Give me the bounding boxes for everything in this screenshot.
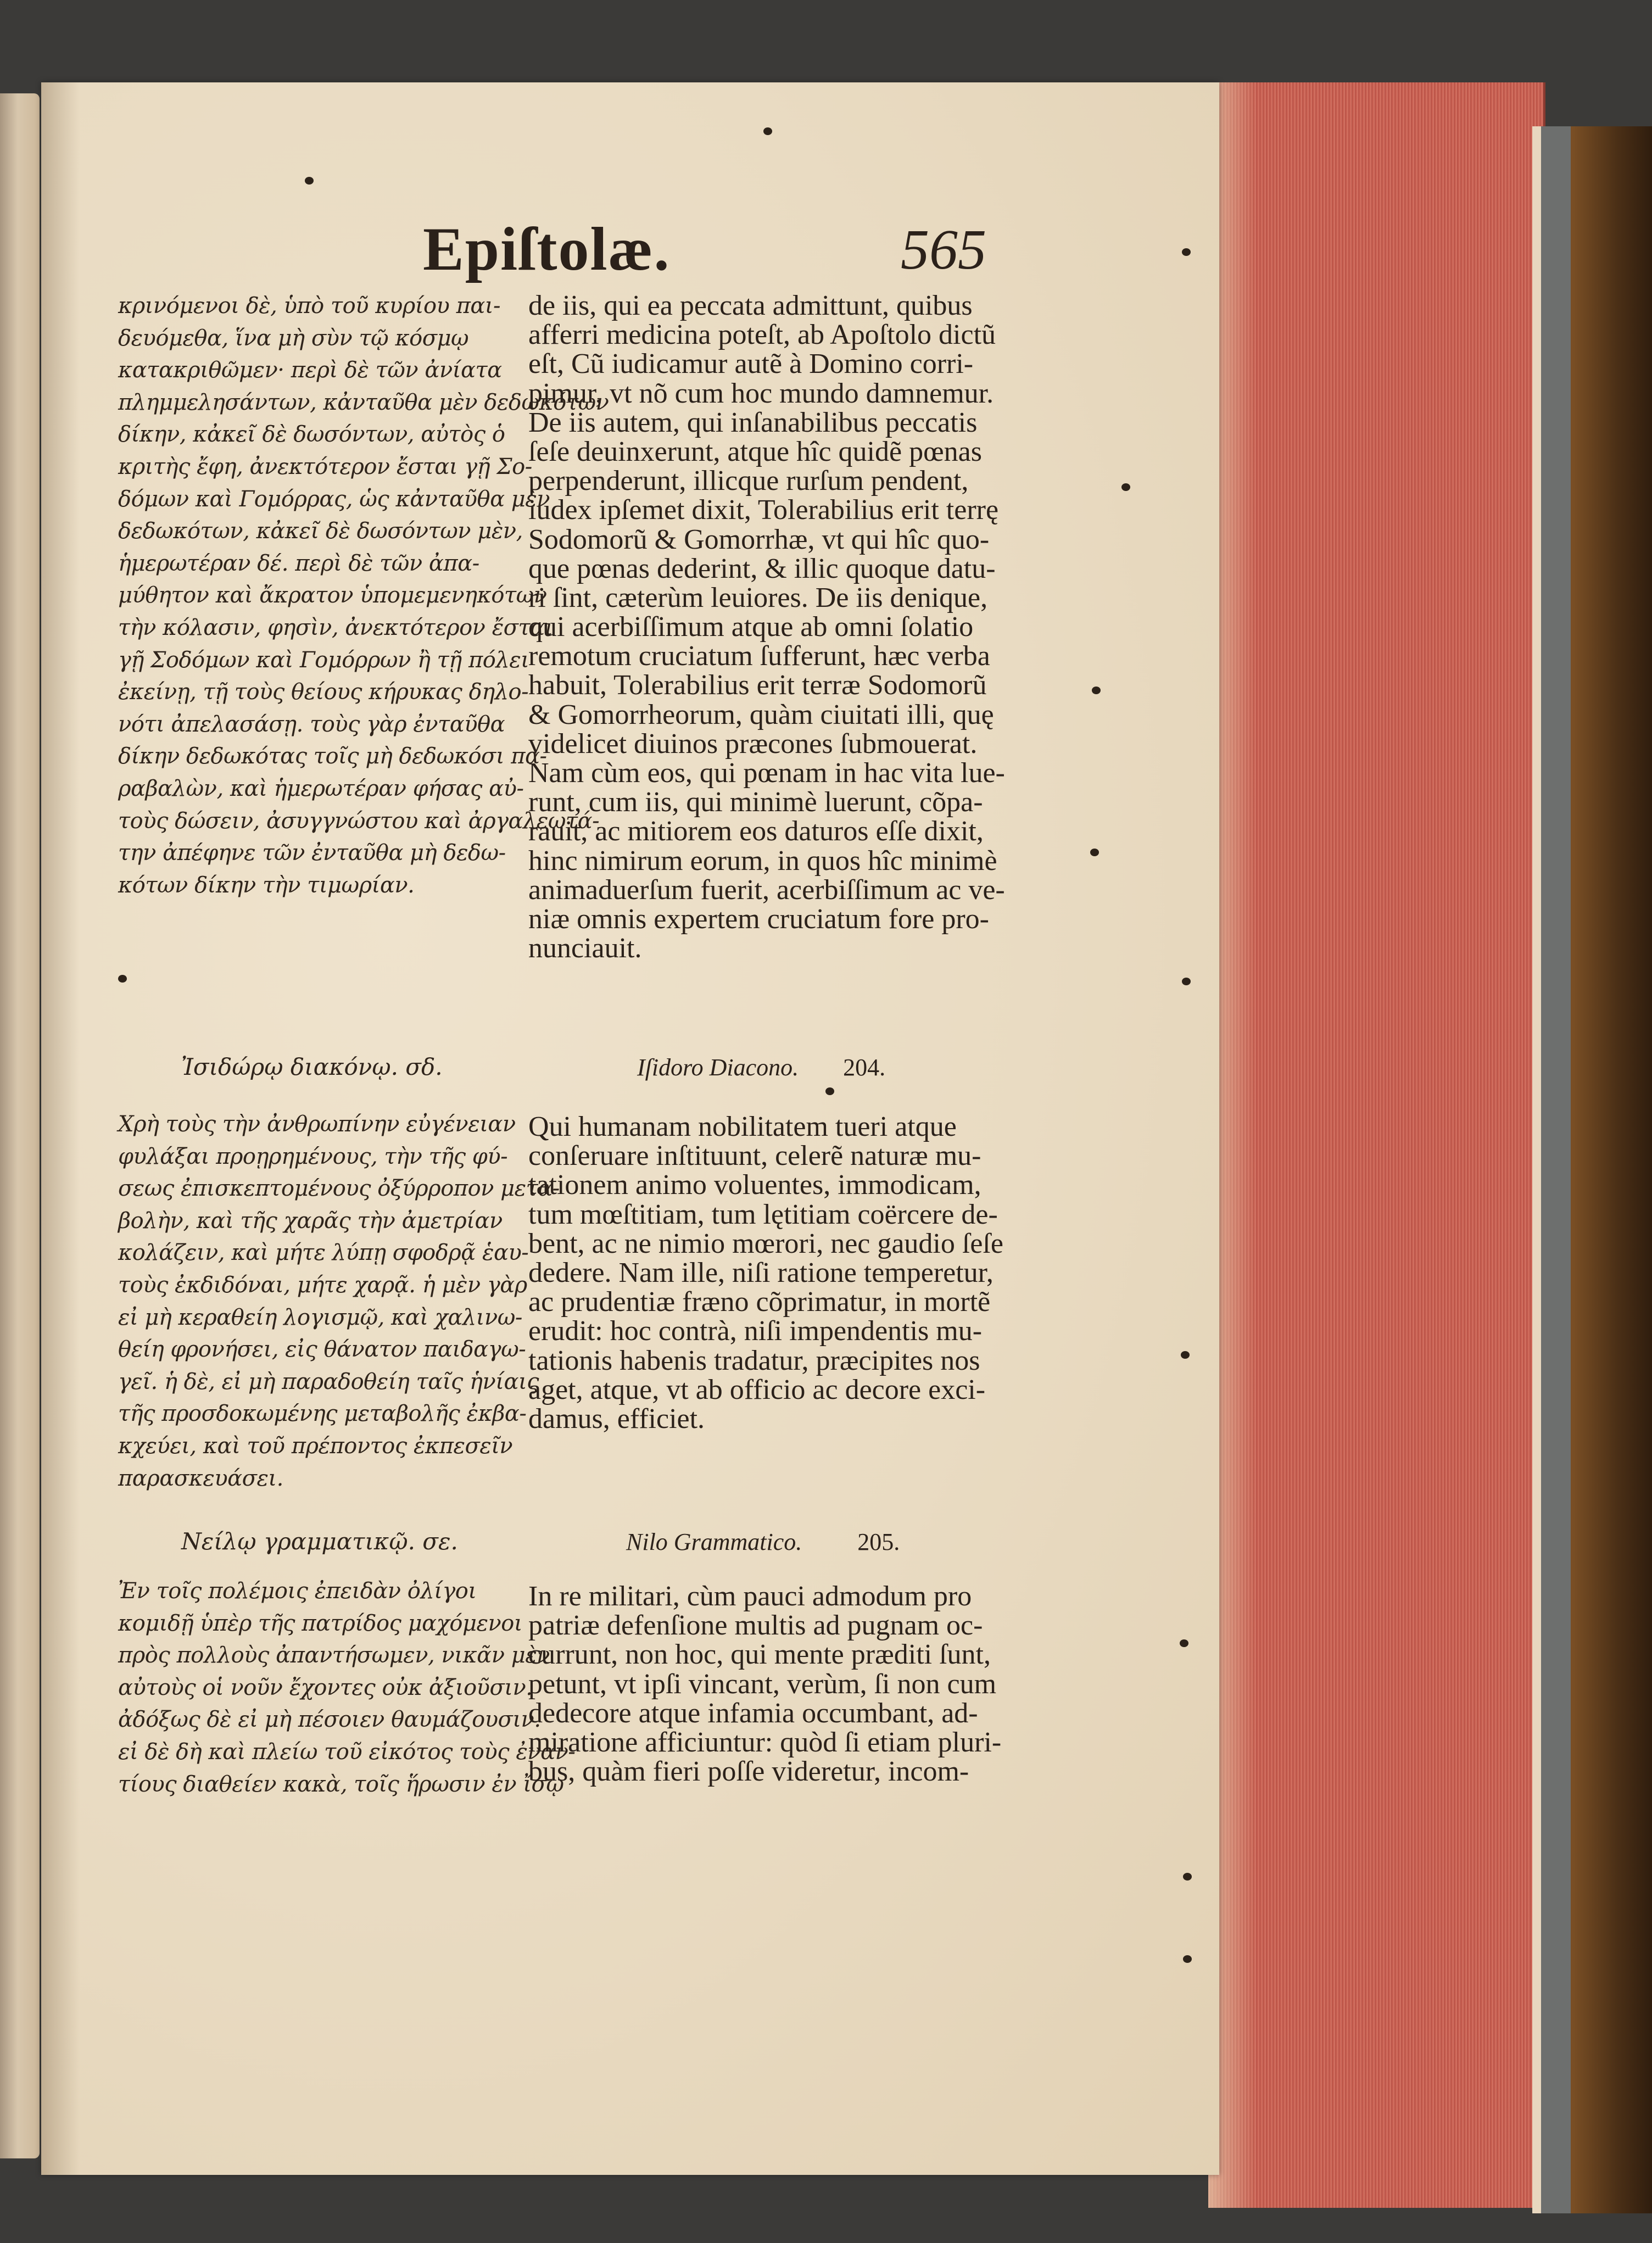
latin-line: remotum cruciatum ſufferunt, hæc verba <box>528 640 990 672</box>
greek-line: αὐτοὺς οἱ νοῦν ἔχοντες οὐκ ἀξιοῦσιν. <box>118 1675 533 1700</box>
latin-line: perpenderunt, illicque rurſum pendent, <box>528 465 969 497</box>
letter-recipient: Iſidoro Diacono. <box>637 1054 799 1081</box>
latin-line: que pœnas dederint, & illic quoque datu- <box>528 553 996 584</box>
letter-recipient: Nilo Grammatico. <box>626 1528 802 1555</box>
latin-line: hinc nimirum eorum, in quos hîc minimè <box>528 845 997 877</box>
latin-line: runt, cum iis, qui minimè luerunt, cõpa- <box>528 786 983 818</box>
latin-line: aget, atque, vt ab officio ac decore exci- <box>528 1374 986 1405</box>
greek-line: ἀδόξως δὲ εἰ μὴ πέσοιεν θαυμάζουσιν. <box>118 1707 541 1733</box>
latin-line: rauit, ac mitiorem eos daturos eſſe dixit, <box>528 816 984 847</box>
page-hole <box>1182 248 1191 256</box>
greek-line: κομιδῇ ὑπὲρ τῆς πατρίδος μαχόμενοι <box>118 1610 523 1636</box>
greek-line: νότι ἀπελασάσῃ. τοὺς γὰρ ἐνταῦθα <box>118 711 505 737</box>
greek-line: τοὺς δώσειν, ἀσυγγνώστου καὶ ἀργαλεωτά- <box>118 808 600 834</box>
latin-line: conſeruare inſtituunt, celerẽ naturæ mu- <box>528 1140 981 1172</box>
greek-line: κατακριθῶμεν· περὶ δὲ τῶν ἀνίατα <box>118 358 502 383</box>
book-cover-endpaper <box>1538 126 1571 2213</box>
latin-column-block1 <box>528 291 1005 963</box>
page-hole <box>1121 483 1130 491</box>
latin-line: habuit, Tolerabilius erit terræ Sodomorũ <box>528 669 987 701</box>
page-number: 565 <box>901 218 986 281</box>
latin-line: ſeſe deuinxerunt, atque hîc quidẽ pœnas <box>528 436 982 467</box>
greek-line: γῇ Σοδόμων καὶ Γομόρρων ἢ τῇ πόλει <box>118 647 529 673</box>
latin-line: ri ſint, cæterùm leuiores. De iis denique, <box>528 582 988 613</box>
greek-line: βολὴν, καὶ τῆς χαρᾶς τὴν ἀμετρίαν <box>118 1208 503 1234</box>
greek-line: δίκην δεδωκότας τοῖς μὴ δεδωκόσι πα- <box>118 744 547 769</box>
page-hole <box>305 177 314 185</box>
greek-line: πλημμελησάντων, κἀνταῦθα μὲν δεδωκότων <box>118 389 609 415</box>
letter-number: 205. <box>857 1528 900 1555</box>
latin-line: Nam cùm eos, qui pœnam in hac vita lue- <box>528 757 1005 789</box>
latin-column-block3 <box>528 1582 1001 1786</box>
latin-line: videlicet diuinos præcones ſubmouerat. <box>528 728 978 760</box>
greek-line: εἰ δὲ δὴ καὶ πλείω τοῦ εἰκότος τοὺς ἐναν- <box>118 1739 576 1765</box>
greek-line: τίους διαθείεν κακὰ, τοῖς ἥρωσιν ἐν ἴσῳ <box>118 1771 564 1797</box>
latin-line: currunt, non hoc, qui mente præditi ſunt, <box>528 1639 991 1671</box>
gutter-shadow <box>41 82 80 2175</box>
latin-line: miratione afficiuntur: quòd ſi etiam pluri- <box>528 1726 1002 1758</box>
latin-line: erudit: hoc contrà, niſi impendentis mu- <box>528 1315 983 1347</box>
latin-line: In re militari, cùm pauci admodum pro <box>528 1581 972 1612</box>
latin-line: eſt, Cũ iudicamur autẽ à Domino corri- <box>528 348 974 380</box>
greek-line: παρασκευάσει. <box>118 1465 283 1491</box>
latin-line: tationis habenis tradatur, præcipites nos <box>528 1344 980 1376</box>
letter-number: 204. <box>843 1054 886 1081</box>
greek-line: πρὸς πολλοὺς ἀπαντήσωμεν, νικᾶν μὲν <box>118 1643 550 1669</box>
running-head: Epiſtolæ. <box>423 215 671 283</box>
greek-line: γεῖ. ἡ δὲ, εἰ μὴ παραδοθείη ταῖς ἡνίαις <box>118 1369 539 1394</box>
greek-line: κριτὴς ἔφη, ἀνεκτότερον ἔσται γῇ Σο- <box>118 454 532 479</box>
page-hole <box>763 127 772 135</box>
page-hole <box>1092 687 1101 694</box>
letter-heading-latin <box>637 1053 885 1081</box>
page-hole <box>118 975 127 983</box>
greek-line: ἐκείνῃ, τῇ τοὺς θείους κήρυκας δηλο- <box>118 679 529 705</box>
latin-line: animaduerſum fuerit, acerbiſſimum ac ve- <box>528 874 1005 906</box>
latin-line: afferri medicina poteſt, ab Apoſtolo dictũ <box>528 319 996 351</box>
latin-line: petunt, vt ipſi vincant, verùm, ſi non cum <box>528 1668 997 1700</box>
book-cover-edge <box>1532 126 1541 2213</box>
latin-line: niæ omnis expertem cruciatum fore pro- <box>528 903 989 935</box>
latin-line: dedecore atque infamia occumbant, ad- <box>528 1697 978 1729</box>
latin-line: & Gomorrheorum, quàm ciuitati illi, quę <box>528 699 994 730</box>
latin-line: nunciauit. <box>528 933 642 964</box>
page-hole <box>1183 1873 1192 1881</box>
greek-line: κότων δίκην τὴν τιμωρίαν. <box>118 872 415 898</box>
greek-line: δεδωκότων, κἀκεῖ δὲ δωσόντων μὲν, <box>118 518 523 544</box>
latin-line: Sodomorũ & Gomorrhæ, vt qui hîc quo- <box>528 523 990 555</box>
greek-line: θείη φρονήσει, εἰς θάνατον παιδαγω- <box>118 1337 526 1363</box>
greek-line: κχεύει, καὶ τοῦ πρέποντος ἐκπεσεῖν <box>118 1433 513 1459</box>
greek-line: δόμων καὶ Γομόρρας, ὡς κἀνταῦθα μὲν <box>118 486 550 512</box>
latin-line: pimur, vt nõ cum hoc mundo damnemur. <box>528 377 994 409</box>
greek-column-block3 <box>118 1575 575 1800</box>
latin-line: De iis autem, qui inſanabilibus peccatis <box>528 406 978 438</box>
letter-heading-greek: Νείλῳ γραμματικῷ. σε. <box>181 1528 458 1555</box>
greek-line: δευόμεθα, ἵνα μὴ σὺν τῷ κόσμῳ <box>118 325 469 351</box>
latin-line: dedere. Nam ille, niſi ratione temperetur, <box>528 1257 994 1288</box>
greek-line: Ἐν τοῖς πολέμοις ἐπειδὰν ὀλίγοι <box>118 1578 477 1604</box>
greek-line: τῆς προσδοκωμένης μεταβολῆς ἐκβα- <box>118 1401 527 1427</box>
greek-line: ἡμερωτέραν δέ. περὶ δὲ τῶν ἀπα- <box>118 550 479 576</box>
latin-line: iudex ipſemet dixit, Tolerabilius erit terrę <box>528 494 999 526</box>
page-hole <box>1183 1955 1192 1963</box>
greek-line: Χρὴ τοὺς τὴν ἀνθρωπίνην εὐγένειαν <box>118 1112 516 1137</box>
latin-line: de iis, qui ea peccata admittunt, quibus <box>528 290 973 321</box>
latin-line: ac prudentiæ fræno cõprimatur, in mortẽ <box>528 1286 991 1318</box>
latin-line: bent, ac ne nimio mœrori, nec gaudio ſeſe <box>528 1227 1003 1259</box>
greek-line: την ἀπέφηνε τῶν ἐνταῦθα μὴ δεδω- <box>118 840 506 866</box>
latin-line: damus, efficiet. <box>528 1403 705 1435</box>
latin-column-block2 <box>528 1112 1003 1433</box>
greek-line: κολάζειν, καὶ μήτε λύπῃ σφοδρᾷ ἑαυ- <box>118 1240 529 1266</box>
greek-column-block2 <box>118 1108 560 1494</box>
greek-line: φυλάξαι προῃρημένους, τὴν τῆς φύ- <box>118 1143 508 1169</box>
greek-line: εἰ μὴ κεραθείη λογισμῷ, καὶ χαλινω- <box>118 1304 522 1330</box>
greek-line: κρινόμενοι δὲ, ὑπὸ τοῦ κυρίου παι- <box>118 293 501 319</box>
page-block-red-edges <box>1208 82 1545 2208</box>
latin-line: patriæ defenſione multis ad pugnam oc- <box>528 1610 983 1642</box>
greek-line: δίκην, κἀκεῖ δὲ δωσόντων, αὐτὸς ὁ <box>118 422 505 448</box>
page-hole <box>1182 978 1191 985</box>
greek-line: σεως ἐπισκεπτομένους ὀξύρροπον μετα- <box>118 1176 560 1202</box>
latin-line: Qui humanam nobilitatem tueri atque <box>528 1111 957 1142</box>
letter-heading-latin <box>626 1528 900 1556</box>
greek-line: τὴν κόλασιν, φησὶν, ἀνεκτότερον ἔσται <box>118 615 553 640</box>
greek-line: μύθητον καὶ ἄκρατον ὑπομεμενηκότων <box>118 583 547 609</box>
latin-line: qui acerbiſſimum atque ab omni ſolatio <box>528 611 974 643</box>
latin-line: tum mœſtitiam, tum lętitiam coërcere de- <box>528 1198 998 1230</box>
page-hole <box>825 1087 834 1095</box>
left-page-edge <box>0 93 40 2158</box>
page-hole <box>1090 849 1099 856</box>
page-hole <box>1181 1351 1190 1359</box>
greek-line: ραβαλὼν, καὶ ἡμερωτέραν φήσας αὐ- <box>118 775 524 801</box>
latin-line: bus, quàm fieri poſſe videretur, incom- <box>528 1756 969 1788</box>
letter-heading-greek: Ἰσιδώρῳ διακόνῳ. σδ. <box>181 1053 443 1080</box>
page-hole <box>1180 1639 1188 1647</box>
greek-line: τοὺς ἐκδιδόναι, μήτε χαρᾷ. ἡ μὲν γὰρ <box>118 1272 527 1298</box>
latin-line: tationem animo voluentes, immodicam, <box>528 1169 981 1201</box>
